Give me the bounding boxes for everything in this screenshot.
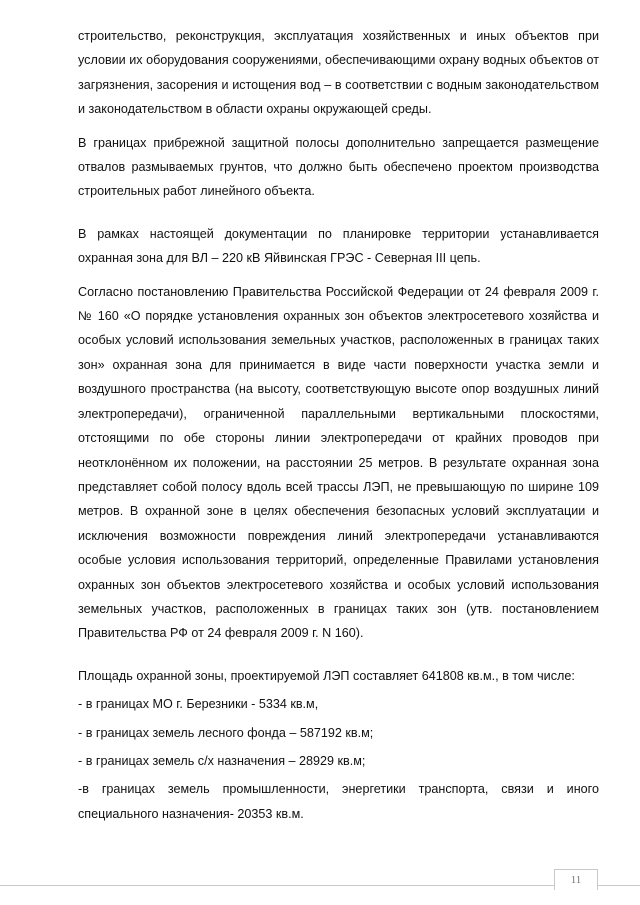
page-number: 11 [554,869,598,890]
area-list-item: -в границах земель промышленности, энергетики транспорта, связи и иного специального назначения- 20353 кв.м. [78,782,599,821]
paragraph-coastal-strip: В границах прибрежной защитной полосы дополнительно запрещается размещение отвалов размываемых грунтов, что должно быть обеспечено проектом производства строительных работ линейного объекта. [78,135,599,199]
paragraph-zone-area: Площадь охранной зоны, проектируемой ЛЭП составляет 641808 кв.м., в том числе: [78,668,575,683]
footer-divider [0,885,640,886]
document-body [78,24,599,826]
area-list-item: - в границах земель с/х назначения – 28929 кв.м; [78,753,366,768]
paragraph-protection-zone: В рамках настоящей документации по планировке территории устанавливается охранная зона для ВЛ – 220 кВ Яйвинская ГРЭС - Северная III цепь. [78,226,599,266]
area-list-item: - в границах МО г. Березники - 5334 кв.м, [78,697,319,712]
paragraph-water-protection: строительство, реконструкция, эксплуатация хозяйственных и иных объектов при условии их оборудования сооружениями, обеспечивающими охрану водных объектов от загрязнения, засорения и истощения вод – в соответствии с водным законодательством и законодательством в области охраны окружающей среды. [78,29,599,117]
paragraph-government-decree: Согласно постановлению Правительства Российской Федерации от 24 февраля 2009 г. № 160 «О порядке установления охранных зон объектов электросетевого хозяйства и особых условий использования земельных участков, расположенных в границах таких зон» охранная зона для принимается в виде части поверхности участка земли и воздушного пространства (на высоту, соответствующую высоте опор воздушных линий электропередачи), ограниченной параллельными вертикальными плоскостями, отстоящими по обе стороны линии электропередачи от крайних проводов при неотклонённом их положении, на расстоянии 25 метров. В результате охранная зона представляет собой полосу вдоль всей трассы ЛЭП, не превышающую по ширине 109 метров. В охранной зоне в целях обеспечения безопасных условий эксплуатации и исключения возможности повреждения линий электропередачи устанавливаются особые условия использования территорий, определенные Правилами установления охранных зон объектов электросетевого хозяйства и особых условий использования земельных участков, расположенных в границах таких зон (утв. постановлением Правительства РФ от 24 февраля 2009 г. N 160). [78,284,599,641]
area-list-item: - в границах земель лесного фонда – 587192 кв.м; [78,725,374,740]
